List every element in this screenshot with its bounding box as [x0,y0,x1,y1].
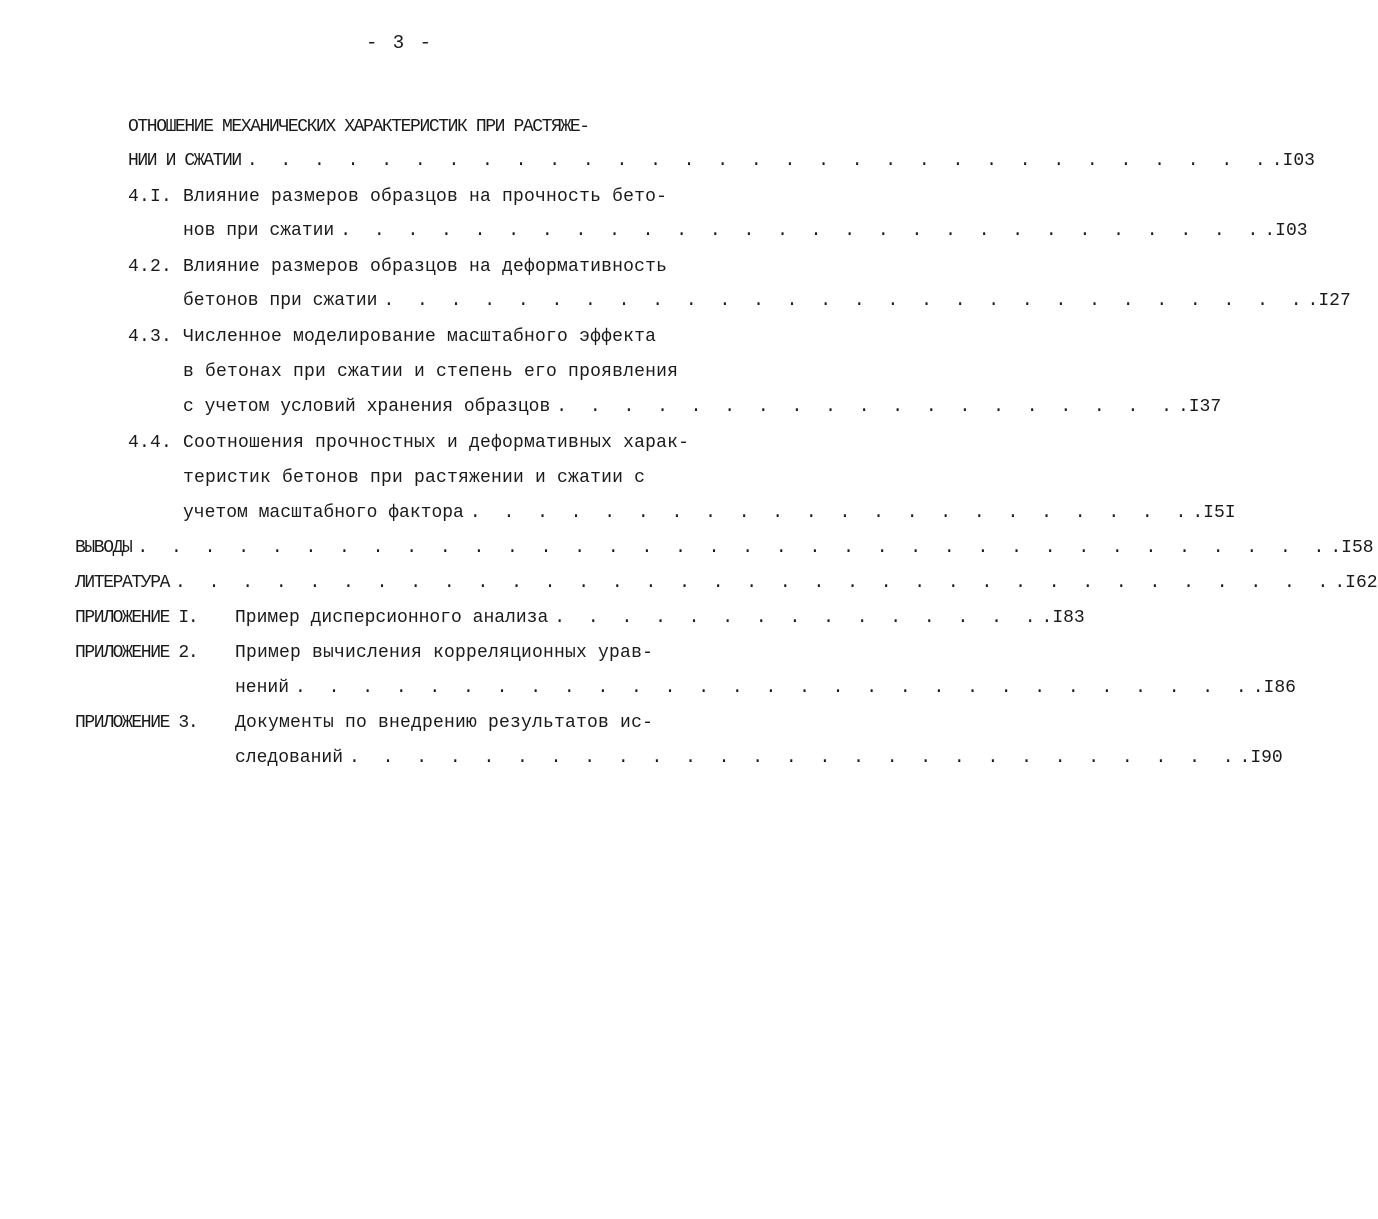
page-ref: .I37 [1177,397,1222,417]
page-ref: .I27 [1307,291,1351,311]
conclusions-title: ВЫВОДЫ [75,538,132,558]
page-ref: .I5I [1192,503,1236,523]
page-number: - 3 - [365,32,433,54]
toc-entry-4-4 [183,502,1236,524]
leader-dots: . . . . . . . . . . . . . . . . . . . . . . . . . . . . . . . [246,151,1272,171]
leader-dots: . . . . . . . . . . . . . . . [554,608,1042,628]
section-4-4-number: 4.4. [128,433,173,453]
toc-entry-4-1 [183,220,1308,242]
toc-entry-literature [75,572,1378,594]
section-4-3-title-line-1: Численное моделирование масштабного эффекта [183,327,657,347]
toc-entry-conclusions [75,537,1374,559]
section-4-3-title-line-3: с учетом условий хранения образцов [183,397,551,417]
section-4-4-title-line-1: Соотношения прочностных и деформативных харак- [183,433,690,453]
appendix-1-title: Пример дисперсионного анализа [235,608,549,628]
page-ref: .I83 [1041,608,1085,628]
toc-entry-appendix-3 [235,747,1283,769]
section-4-1-title-line-2: нов при сжатии [183,221,335,241]
page-ref: .I90 [1239,748,1283,768]
appendix-2-label: ПРИЛОЖЕНИЕ 2. [75,643,198,663]
leader-dots: . . . . . . . . . . . . . . . . . . . [556,397,1178,417]
leader-dots: . . . . . . . . . . . . . . . . . . . . . . . . . . . . . . . . . . . . [137,538,1331,558]
section-4-1-number: 4.I. [128,187,173,207]
page-ref: .I03 [1264,221,1308,241]
leader-dots: . . . . . . . . . . . . . . . . . . . . . . . . . . . [349,748,1240,768]
leader-dots: . . . . . . . . . . . . . . . . . . . . . . . . . . . . . [295,678,1253,698]
section-4-4-title-line-2: теристик бетонов при растяжении и сжатии с [183,468,646,488]
appendix-2-title-line-1: Пример вычисления корреляционных урав- [235,643,654,663]
section-4-2-number: 4.2. [128,257,173,277]
toc-entry-appendix-1 [235,607,1085,629]
section-4-2-title-line-2: бетонов при сжатии [183,291,378,311]
section-4-2-title-line-1: Влияние размеров образцов на деформативность [183,257,668,277]
section-4-1-title-line-1: Влияние размеров образцов на прочность бето- [183,187,668,207]
page-ref: .I58 [1330,538,1374,558]
toc-entry-chapter-4 [128,150,1315,172]
leader-dots: . . . . . . . . . . . . . . . . . . . . . . . . . . . . [383,291,1308,311]
toc-entry-appendix-2 [235,677,1296,699]
section-4-3-number: 4.3. [128,327,173,347]
appendix-3-title-line-1: Документы по внедрению результатов ис- [235,713,654,733]
page-ref: .I86 [1252,678,1296,698]
leader-dots: . . . . . . . . . . . . . . . . . . . . . . [469,503,1193,523]
chapter-4-title-line-2: НИИ И СЖАТИИ [128,151,241,171]
section-4-4-title-line-3: учетом масштабного фактора [183,503,464,523]
page-ref: .I03 [1271,151,1315,171]
toc-entry-4-2 [183,290,1351,312]
page-ref: .I62 [1334,573,1378,593]
section-4-3-title-line-2: в бетонах при сжатии и степень его проявления [183,362,679,382]
appendix-3-label: ПРИЛОЖЕНИЕ 3. [75,713,198,733]
appendix-1-label: ПРИЛОЖЕНИЕ I. [75,608,198,628]
literature-title: ЛИТЕРАТУРА [75,573,170,593]
appendix-3-title-line-2: следований [235,748,344,768]
chapter-4-title-line-1: ОТНОШЕНИЕ МЕХАНИЧЕСКИХ ХАРАКТЕРИСТИК ПРИ РАСТЯЖЕ- [128,117,589,137]
leader-dots: . . . . . . . . . . . . . . . . . . . . . . . . . . . . . . . . . . . [175,573,1335,593]
toc-entry-4-3 [183,396,1222,418]
appendix-2-title-line-2: нений [235,678,290,698]
leader-dots: . . . . . . . . . . . . . . . . . . . . . . . . . . . . [340,221,1265,241]
